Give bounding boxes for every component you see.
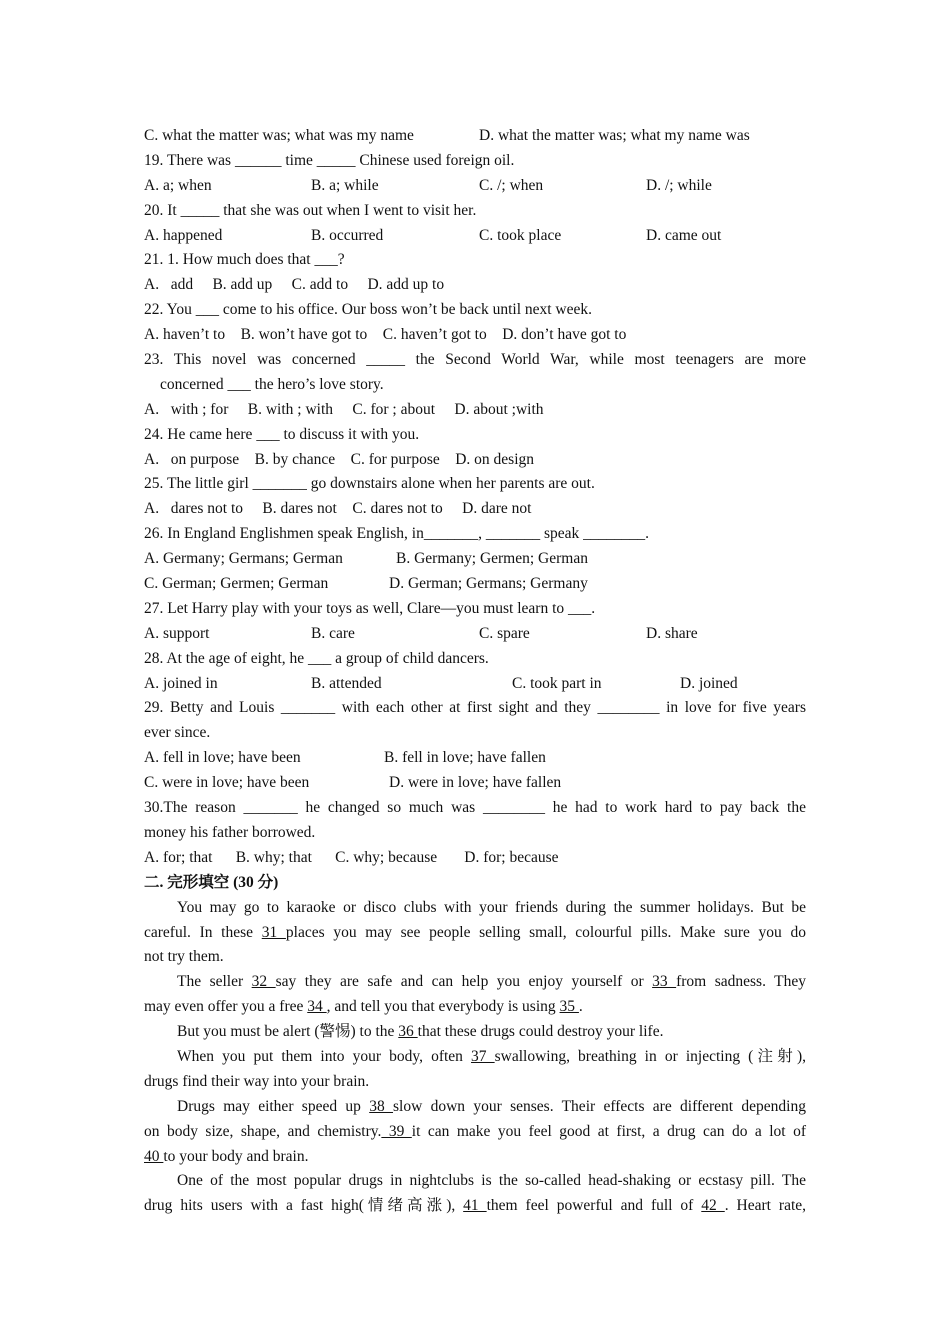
cloze-p2-line1: The seller 32 say they are safe and can help you enjoy yourself or 33 from sadness. They bbox=[177, 973, 807, 991]
q20-option-c: C. took place bbox=[479, 226, 562, 244]
q29-option-b: B. fell in love; have fallen bbox=[384, 749, 546, 767]
q28-option-c: C. took part in bbox=[512, 674, 602, 692]
q23-stem-line1: 23. This novel was concerned _____ the Second World War, while most teenagers are more bbox=[144, 351, 806, 369]
blank-40: 40 bbox=[144, 1147, 164, 1165]
cloze-p3: But you must be alert (警惕) to the 36 that these drugs could destroy your life. bbox=[177, 1023, 664, 1041]
q29-stem-line2: ever since. bbox=[144, 724, 211, 742]
q25-stem: 25. The little girl _______ go downstairs alone when her parents are out. bbox=[144, 475, 595, 493]
blank-35: 35 bbox=[559, 998, 579, 1016]
q26-options-ab bbox=[144, 547, 806, 572]
q19-option-c: C. /; when bbox=[479, 176, 544, 194]
cloze-p4-line2: drugs find their way into your brain. bbox=[144, 1072, 370, 1090]
q28-option-a: A. joined in bbox=[144, 674, 218, 692]
q25-options: A. dares not to B. dares not C. dares not to D. dare not bbox=[144, 500, 532, 518]
q20-option-a: A. happened bbox=[144, 226, 223, 244]
blank-41: 41 bbox=[463, 1197, 487, 1215]
cloze-p1-line1: You may go to karaoke or disco clubs with your friends during the summer holidays. But be bbox=[177, 898, 806, 916]
cloze-p5-line2: on body size, shape, and chemistry. 39 it can make you feel good at first, a drug can do a lot of bbox=[144, 1122, 806, 1140]
blank-32: 32 bbox=[251, 973, 276, 991]
q20-option-d: D. came out bbox=[646, 226, 722, 244]
q24-options: A. on purpose B. by chance C. for purpose D. on design bbox=[144, 450, 535, 468]
q23-options: A. with ; for B. with ; with C. for ; about D. about ;with bbox=[144, 400, 544, 418]
q29-option-a: A. fell in love; have been bbox=[144, 749, 301, 767]
exam-page bbox=[144, 124, 806, 1219]
q28-stem: 28. At the age of eight, he ___ a group of child dancers. bbox=[144, 649, 489, 667]
cloze-p2-line2: may even offer you a free 34 , and tell you that everybody is using 35 . bbox=[144, 998, 583, 1016]
q26-option-a: A. Germany; Germans; German bbox=[144, 550, 343, 568]
blank-38: 38 bbox=[369, 1097, 394, 1115]
blank-36: 36 bbox=[398, 1023, 418, 1041]
q23-stem-line2: concerned ___ the hero’s love story. bbox=[160, 375, 384, 393]
q30-stem-line1: 30.The reason _______ he changed so much was ________ he had to work hard to pay back the bbox=[144, 799, 806, 817]
section-title-cloze: 二. 完形填空 (30 分) bbox=[144, 873, 279, 891]
q27-option-b: B. care bbox=[311, 624, 355, 642]
q29-option-c: C. were in love; have been bbox=[144, 774, 310, 792]
blank-42: 42 bbox=[701, 1197, 725, 1215]
q28-option-b: B. attended bbox=[311, 674, 382, 692]
q19-option-d: D. /; while bbox=[646, 176, 712, 194]
q27-stem: 27. Let Harry play with your toys as well, Clare—you must learn to ___. bbox=[144, 599, 596, 617]
cloze-p1-line3: not try them. bbox=[144, 948, 224, 966]
q26-options-cd bbox=[144, 572, 806, 597]
q27-option-c: C. spare bbox=[479, 624, 530, 642]
q24-stem: 24. He came here ___ to discuss it with you. bbox=[144, 425, 420, 443]
q30-stem-line2: money his father borrowed. bbox=[144, 823, 316, 841]
q19-option-b: B. a; while bbox=[311, 176, 379, 194]
q28-option-d: D. joined bbox=[680, 674, 738, 692]
q20-stem: 20. It _____ that she was out when I went to visit her. bbox=[144, 201, 477, 219]
q29-stem-line1: 29. Betty and Louis _______ with each other at first sight and they ________ in love for five years bbox=[144, 699, 806, 717]
q21-stem: 21. 1. How much does that ___? bbox=[144, 251, 345, 269]
q26-option-c: C. German; Germen; German bbox=[144, 575, 329, 593]
q19-options bbox=[144, 174, 806, 199]
cloze-p5-line1: Drugs may either speed up 38 slow down your senses. Their effects are different depending bbox=[177, 1097, 806, 1115]
q29-options-ab bbox=[144, 746, 806, 771]
q26-option-b: B. Germany; Germen; German bbox=[396, 550, 588, 568]
q30-options: A. for; that B. why; that C. why; because D. for; because bbox=[144, 848, 559, 866]
q18-option-c: C. what the matter was; what was my name bbox=[144, 127, 414, 144]
q26-option-d: D. German; Germans; Germany bbox=[389, 575, 588, 593]
q18-option-d: D. what the matter was; what my name was bbox=[479, 127, 750, 144]
cloze-p1-line2: careful. In these 31 places you may see people selling small, colourful pills. Make sure you do bbox=[144, 923, 806, 941]
q19-stem: 19. There was ______ time _____ Chinese used foreign oil. bbox=[144, 151, 515, 169]
q27-option-d: D. share bbox=[646, 624, 698, 642]
q29-options-cd bbox=[144, 771, 806, 796]
q22-stem: 22. You ___ come to his office. Our boss won’t be back until next week. bbox=[144, 301, 593, 319]
q18-options-cd bbox=[144, 124, 806, 149]
q20-options bbox=[144, 224, 806, 249]
q26-stem: 26. In England Englishmen speak English, in_______, _______ speak ________. bbox=[144, 525, 649, 543]
cloze-p6-line1: One of the most popular drugs in nightclubs is the so-called head-shaking or ecstasy pill. The bbox=[177, 1172, 806, 1190]
blank-37: 37 bbox=[471, 1047, 495, 1065]
blank-31: 31 bbox=[261, 923, 286, 941]
q22-options: A. haven’t to B. won’t have got to C. haven’t got to D. don’t have got to bbox=[144, 326, 627, 344]
cloze-p5-line3: 40 to your body and brain. bbox=[144, 1147, 309, 1165]
q20-option-b: B. occurred bbox=[311, 226, 384, 244]
q29-option-d: D. were in love; have fallen bbox=[389, 774, 562, 792]
blank-34: 34 bbox=[307, 998, 327, 1016]
q27-option-a: A. support bbox=[144, 624, 210, 642]
cloze-p6-line2: drug hits users with a fast high(情绪高涨), 41 them feel powerful and full of 42 . Heart rate, bbox=[144, 1197, 807, 1215]
cloze-p4-line1: When you put them into your body, often 37 swallowing, breathing in or injecting (注射), bbox=[177, 1047, 806, 1065]
q21-options: A. add B. add up C. add to D. add up to bbox=[144, 276, 445, 294]
q28-options bbox=[144, 672, 806, 697]
blank-39: 39 bbox=[381, 1122, 412, 1140]
blank-33: 33 bbox=[652, 973, 677, 991]
q27-options bbox=[144, 622, 806, 647]
q19-option-a: A. a; when bbox=[144, 176, 212, 194]
